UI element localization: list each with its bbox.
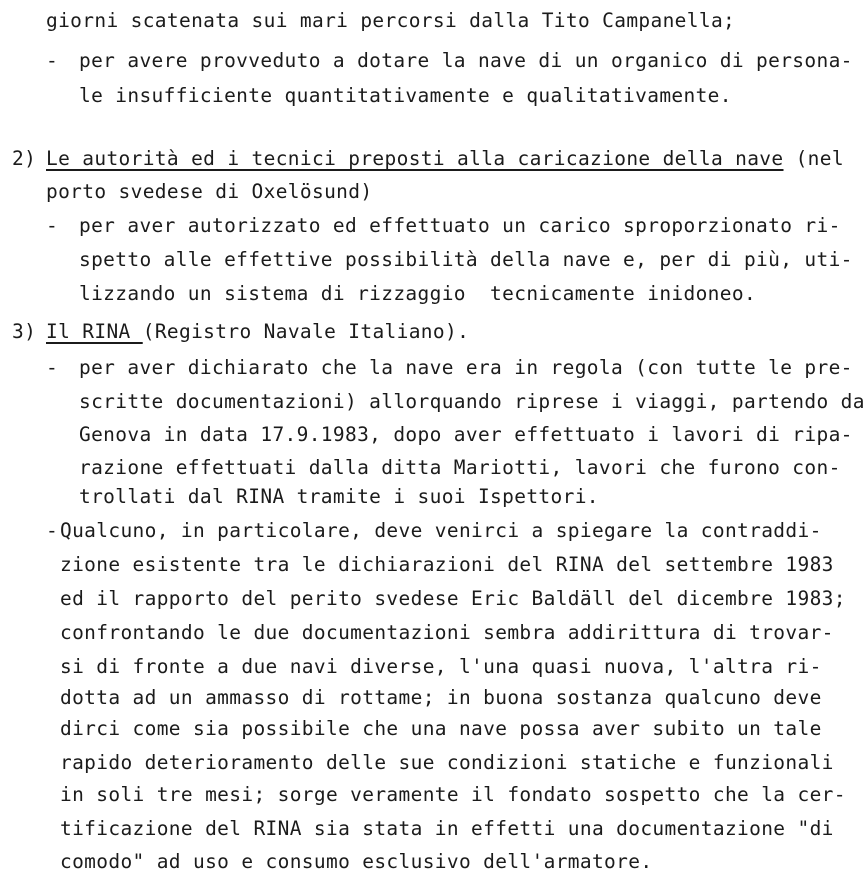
- intro-bullet-dash: -: [46, 49, 59, 72]
- intro-line-1: giorni scatenata sui mari percorsi dalla Tito Campanella;: [46, 9, 736, 32]
- intro-bullet-line-1: per avere provveduto a dotare la nave di un organico di persona-: [79, 49, 853, 72]
- item-3-bullet-2-line-7: dirci come sia possibile che una nave possa aver subito un tale: [60, 717, 822, 740]
- item-2-title-rest: (nel: [783, 147, 844, 170]
- item-3-bullet-1-line-4: razione effettuati dalla ditta Mariotti, lavori che furono con-: [79, 456, 841, 479]
- item-3-dash-1: -: [46, 356, 59, 379]
- item-3-bullet-1-line-1: per aver dichiarato che la nave era in regola (con tutte le pre-: [79, 356, 853, 379]
- item-3-dash-2: -: [46, 519, 59, 542]
- item-2-bullet-line-1: per aver autorizzato ed effettuato un carico sproporzionato ri-: [79, 214, 841, 237]
- item-3-number: 3): [12, 320, 37, 343]
- item-2-heading: [46, 147, 844, 171]
- item-3-bullet-1-line-3: Genova in data 17.9.1983, dopo aver effettuato i lavori di ripa-: [79, 423, 853, 446]
- item-3-bullet-1-line-5: trollati dal RINA tramite i suoi Ispettori.: [79, 485, 599, 508]
- intro-bullet-line-2: le insufficiente quantitativamente e qualitativamente.: [79, 84, 732, 107]
- item-2-number: 2): [12, 147, 37, 170]
- item-3-bullet-2-line-10: tificazione del RINA sia stata in effetti una documentazione "di: [60, 817, 834, 840]
- item-3-bullet-1-line-2: scritte documentazioni) allorquando riprese i viaggi, partendo da: [79, 390, 865, 413]
- item-3-title-rest: (Registro Navale Italiano).: [142, 320, 470, 343]
- item-2-line-2: porto svedese di Oxelösund): [46, 180, 373, 203]
- item-3-bullet-2-line-1: Qualcuno, in particolare, deve venirci a spiegare la contraddi-: [60, 519, 822, 542]
- item-2-dash: -: [46, 214, 59, 237]
- item-3-bullet-2-line-3: ed il rapporto del perito svedese Eric Baldäll del dicembre 1983;: [60, 587, 846, 610]
- item-2-title: Le autorità ed i tecnici preposti alla caricazione della nave: [46, 147, 784, 170]
- item-2-bullet-line-3: lizzando un sistema di rizzaggio tecnicamente inidoneo.: [79, 282, 757, 305]
- item-3-heading: [46, 320, 469, 344]
- item-3-bullet-2-line-5: si di fronte a due navi diverse, l'una quasi nuova, l'altra ri-: [60, 655, 822, 678]
- item-3-bullet-2-line-2: zione esistente tra le dichiarazioni del RINA del settembre 1983: [60, 553, 834, 576]
- item-3-bullet-2-line-4: confrontando le due documentazioni sembra addirittura di trovar-: [60, 621, 834, 644]
- item-3-bullet-2-line-11: comodo" ad uso e consumo esclusivo dell'armatore.: [60, 850, 653, 873]
- item-3-bullet-2-line-9: in soli tre mesi; sorge veramente il fondato sospetto che la cer-: [60, 783, 846, 806]
- item-3-title: Il RINA: [46, 320, 143, 343]
- item-3-bullet-2-line-6: dotta ad un ammasso di rottame; in buona sostanza qualcuno deve: [60, 686, 822, 709]
- item-2-bullet-line-2: spetto alle effettive possibilità della nave e, per di più, uti-: [79, 248, 853, 271]
- item-3-bullet-2-line-8: rapido deterioramento delle sue condizioni statiche e funzionali: [60, 751, 834, 774]
